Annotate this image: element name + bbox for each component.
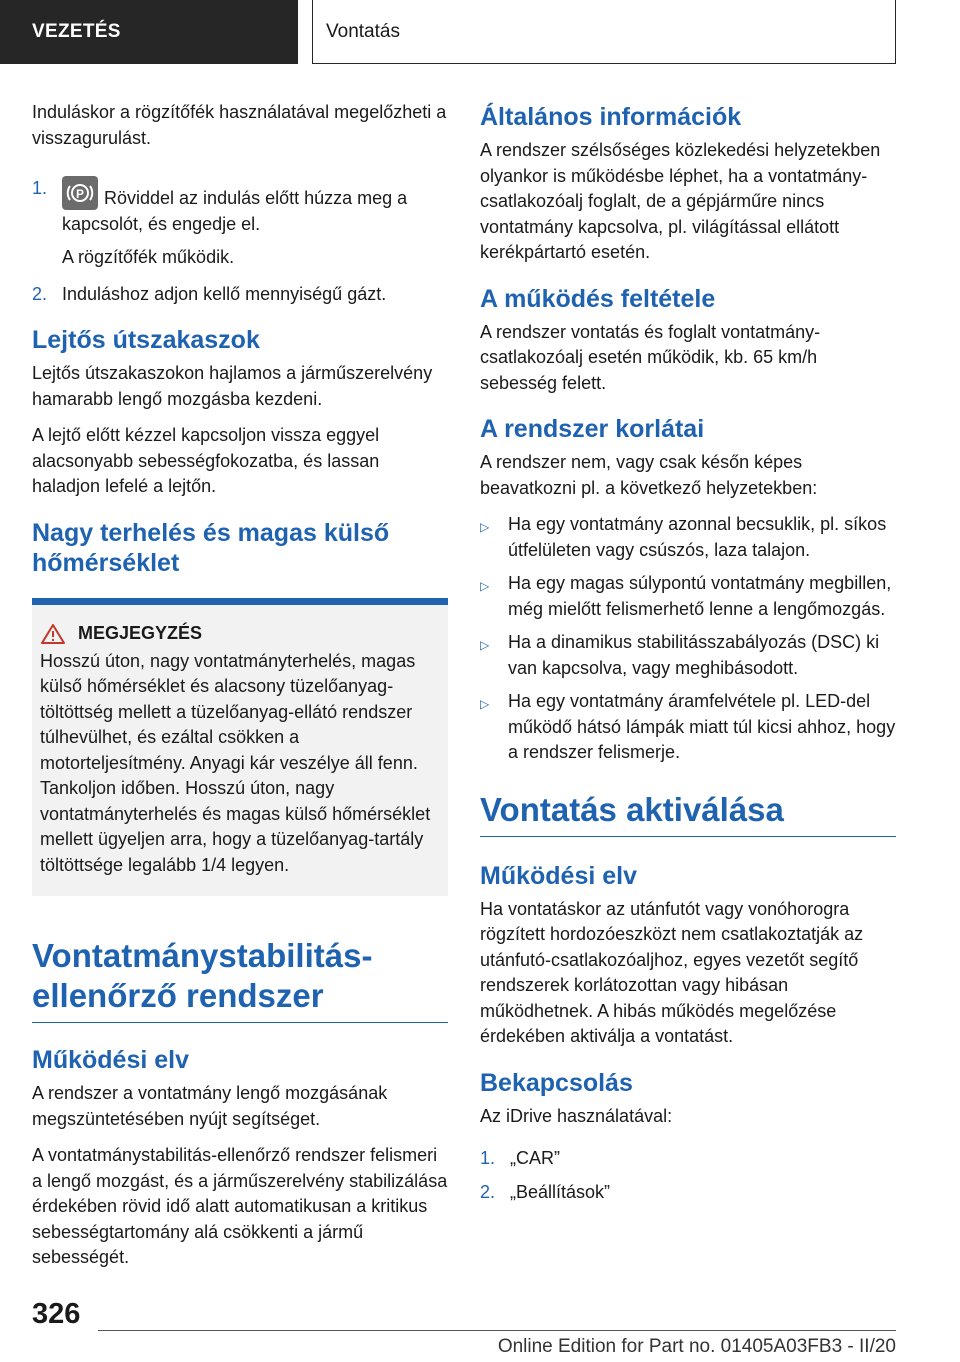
chapter-tab xyxy=(312,0,896,64)
limit-item-1 xyxy=(480,512,896,563)
limit-text: Ha egy magas súlypontú vontatmány megbillen, még mielőtt felismerhető lenne a lengőmozgás. xyxy=(508,573,892,619)
step-text: Röviddel az indulás előtt húzza meg a kapcsolót, és engedje el. xyxy=(62,188,408,234)
limit-item-4 xyxy=(480,689,896,766)
edition-text: Online Edition for Part no. 01405A03FB3 - II/20 xyxy=(497,1336,896,1357)
chapter-title: Vontatás xyxy=(326,20,400,42)
svg-text:P: P xyxy=(75,187,85,201)
principle-paragraph: Ha vontatáskor az utánfutót vagy vonóhorogra rögzített hordozóeszközt nem csatlakoztatják az utánfutó-csatlakozóaljhoz, egyes vezetőt segítő rendszerek korlátozottan vagy hibásan működhetnek. A hibás működés megelőzése érdekében aktiválja a vontatást. xyxy=(480,898,864,1046)
heading-stability-system: Vontatmánystabilitás-ellenőrző rendszer xyxy=(32,936,448,1023)
left-column xyxy=(32,100,448,1282)
step-1 xyxy=(32,176,448,237)
limit-text: Ha egy vontatmány azonnal becsuklik, pl. síkos útfelületen vagy csúszós, laza talajon. xyxy=(508,514,887,560)
triangle-bullet-icon: ▷ xyxy=(480,697,490,711)
menu-step-1 xyxy=(480,1146,896,1172)
principle-paragraph-1: A rendszer a vontatmány lengő mozgásának megszüntetésében nyújt segítséget. xyxy=(32,1083,388,1129)
step-2 xyxy=(32,282,448,308)
menu-step-2 xyxy=(480,1180,896,1206)
step-result: A rögzítőfék működik. xyxy=(62,247,235,267)
warning-icon xyxy=(40,623,66,645)
switch-on-paragraph: Az iDrive használatával: xyxy=(480,1105,673,1126)
heading-limits: A rendszer korlátai xyxy=(480,415,705,443)
slopes-paragraph-1: Lejtős útszakaszokon hajlamos a járműszerelvény hamarabb lengő mozgásba kezdeni. xyxy=(32,363,433,409)
condition-paragraph: A rendszer vontatás és foglalt vontatmány-csatlakozóalj esetén működik, kb. 65 km/h sebesség felett. xyxy=(480,321,821,393)
parking-brake-icon xyxy=(62,176,98,210)
triangle-bullet-icon: ▷ xyxy=(480,579,490,593)
right-column xyxy=(480,100,896,1213)
step-text: „Beállítások” xyxy=(510,1181,611,1202)
intro-paragraph: Induláskor a rögzítőfék használatával megelőzheti a visszagurulást. xyxy=(32,102,447,148)
heading-principle: Működési elv xyxy=(480,861,637,890)
heading-activation: Vontatás aktiválása xyxy=(480,790,896,837)
limit-text: Ha egy vontatmány áramfelvétele pl. LED-del működő hátsó lámpák miatt túl kicsi ahhoz, hogy a rendszer felismerje. xyxy=(508,691,896,762)
heading-general: Általános információk xyxy=(480,103,742,131)
heading-condition: A működés feltétele xyxy=(480,284,716,313)
note-title: MEGJEGYZÉS xyxy=(78,623,203,643)
limit-item-2 xyxy=(480,571,896,622)
step-number: 2. xyxy=(480,1181,496,1202)
limit-item-3 xyxy=(480,630,896,681)
limit-text: Ha a dinamikus stabilitásszabályozás (DSC) ki van kapcsolva, vagy meghibásodott. xyxy=(508,632,880,678)
footer-divider xyxy=(98,1330,896,1331)
step-number: 2. xyxy=(32,283,48,304)
triangle-bullet-icon: ▷ xyxy=(480,638,490,652)
page-number: 326 xyxy=(32,1298,81,1330)
limits-paragraph: A rendszer nem, vagy csak későn képes beavatkozni pl. a következő helyzetekben: xyxy=(480,452,818,498)
step-text: Induláshoz adjon kellő mennyiségű gázt. xyxy=(62,283,387,304)
step-text: „CAR” xyxy=(510,1148,560,1168)
note-text: Hosszú úton, nagy vontatmányterhelés, magas külső hőmérséklet és alacsony tüzelőanyag-töltöttség mellett a tüzelőanyag-ellátó rendszer túlhevülhet, és ezáltal csökken a motorteljesítmény. Anyagi kár veszélye áll fenn. Tankoljon időben. Hosszú úton, nagy vontatmányterhelés és magas külső hőmérséklet mellett ügyeljen arra, hogy a tüzelőanyag-tartály töltöttsége legalább 1/4 legyen. xyxy=(40,650,431,875)
note-box xyxy=(32,598,448,897)
section-title: VEZETÉS xyxy=(32,21,121,42)
triangle-bullet-icon: ▷ xyxy=(480,520,490,534)
note-title-row xyxy=(40,623,440,645)
heading-heavy-load: Nagy terhelés és magas külső hőmérséklet xyxy=(32,518,390,577)
heading-principle: Működési elv xyxy=(32,1046,189,1074)
section-tab xyxy=(0,0,298,64)
step-number: 1. xyxy=(32,178,48,198)
heading-slopes: Lejtős útszakaszok xyxy=(32,326,260,354)
slopes-paragraph-2: A lejtő előtt kézzel kapcsoljon vissza eggyel alacsonyabb sebességfokozatba, és lassan haladjon lefelé a lejtőn. xyxy=(32,425,380,496)
principle-paragraph-2: A vontatmánystabilitás-ellenőrző rendszer felismeri a lengő mozgást, és a járműszerelvény stabilizálása érdekében rövid idő alatt automatikusan a kritikus sebességtartomány alá csökkenti a jármű sebességét. xyxy=(32,1145,448,1267)
heading-switch-on: Bekapcsolás xyxy=(480,1068,633,1097)
step-number: 1. xyxy=(480,1148,496,1168)
general-paragraph: A rendszer szélsőséges közlekedési helyzetekben olyankor is működésbe léphet, ha a vontatmány-csatlakozóalj foglalt, de a gépjárműre nincs vontatmány kapcsolva, pl. világítással ellátott kerékpártartó esetén. xyxy=(480,140,881,262)
